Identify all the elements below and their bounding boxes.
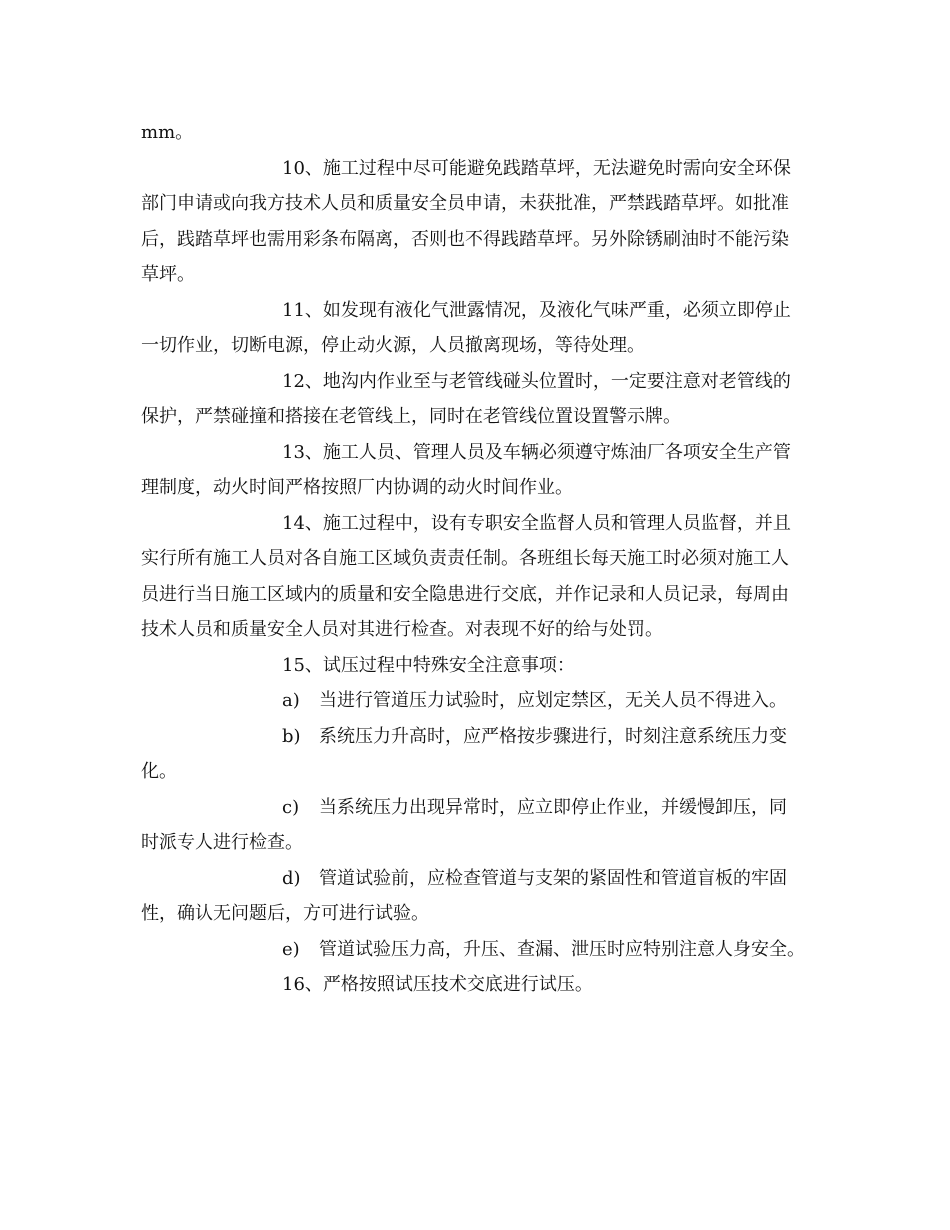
list-item-b	[141, 719, 813, 755]
list-marker: e)	[282, 938, 300, 960]
text-line-content: 后，践踏草坪也需用彩条布隔离，否则也不得践踏草坪。另外除锈刷油时不能污染	[141, 228, 789, 250]
text-line	[141, 896, 813, 932]
text-line-content: 保护，严禁碰撞和搭接在老管线上，同时在老管线位置设置警示牌。	[141, 406, 681, 427]
list-item-e	[141, 932, 813, 968]
text-line-content: 员进行当日施工区域内的质量和安全隐患进行交底，并作记录和人员记录，每周由	[141, 583, 789, 605]
text-line	[141, 257, 813, 293]
text-line	[141, 399, 813, 435]
paragraph-15-first-line	[141, 648, 813, 684]
text-line-content: 14、施工过程中，设有专职安全监督人员和管理人员监督，并且	[282, 512, 791, 534]
text-line-content: 11、如发现有液化气泄露情况，及液化气味严重，必须立即停止	[282, 299, 791, 321]
document-body	[141, 115, 813, 1003]
text-line	[141, 328, 813, 364]
text-line-content: 时派专人进行检查。	[141, 832, 303, 853]
list-item-text: 系统压力升高时，应严格按步骤进行，时刻注意系统压力变	[319, 725, 787, 747]
list-marker: c)	[282, 796, 300, 818]
paragraph-12-first-line	[141, 364, 813, 400]
text-line-content: 理制度，动火时间严格按照厂内协调的动火时间作业。	[141, 477, 573, 498]
text-line	[141, 577, 813, 613]
list-marker: a)	[282, 690, 300, 711]
paragraph-14-first-line	[141, 506, 813, 542]
text-line-content: 15、试压过程中特殊安全注意事项：	[282, 654, 575, 676]
text-line-content: mm。	[141, 122, 194, 143]
text-line-content: 草坪。	[141, 264, 195, 285]
text-line-content: 技术人员和质量安全人员对其进行检查。对表现不好的给与处罚。	[141, 619, 663, 640]
text-line	[141, 222, 813, 258]
text-line-content: 16、严格按照试压技术交底进行试压。	[282, 974, 593, 995]
list-item-c	[141, 790, 813, 826]
text-line	[141, 612, 813, 648]
list-item-text: 当系统压力出现异常时，应立即停止作业，并缓慢卸压，同	[319, 796, 787, 818]
text-line-content: 性，确认无问题后，方可进行试验。	[141, 903, 429, 924]
text-line-content: 部门申请或向我方技术人员和质量安全员申请，未获批准，严禁践踏草坪。如批准	[141, 193, 789, 214]
text-line	[141, 115, 813, 151]
list-marker: d)	[282, 867, 301, 889]
paragraph-11-first-line	[141, 293, 813, 329]
list-item-d	[141, 861, 813, 897]
list-item-text: 管道试验压力高，升压、查漏、泄压时应特别注意人身安全。	[319, 938, 805, 960]
list-item-text: 管道试验前，应检查管道与支架的紧固性和管道盲板的牢固	[319, 867, 787, 889]
text-line	[141, 470, 813, 506]
text-line-content: 一切作业，切断电源，停止动火源，人员撤离现场，等待处理。	[141, 335, 645, 356]
paragraph-13-first-line	[141, 435, 813, 471]
list-item-text: 当进行管道压力试验时，应划定禁区，无关人员不得进入。	[319, 690, 787, 711]
text-line-content: 实行所有施工人员对各自施工区域负责责任制。各班组长每天施工时必须对施工人	[141, 548, 789, 569]
paragraph-10-first-line	[141, 151, 813, 187]
list-marker: b)	[282, 725, 301, 747]
text-line-content: 10、施工过程中尽可能避免践踏草坪，无法避免时需向安全环保	[282, 157, 791, 179]
text-line	[141, 825, 813, 861]
text-line-content: 12、地沟内作业至与老管线碰头位置时，一定要注意对老管线的	[282, 370, 791, 392]
text-line	[141, 754, 813, 790]
paragraph-16-first-line	[141, 967, 813, 1003]
text-line-content: 化。	[141, 761, 177, 782]
text-line	[141, 541, 813, 577]
text-line	[141, 186, 813, 222]
text-line-content: 13、施工人员、管理人员及车辆必须遵守炼油厂各项安全生产管	[282, 441, 791, 463]
list-item-a	[141, 683, 813, 719]
